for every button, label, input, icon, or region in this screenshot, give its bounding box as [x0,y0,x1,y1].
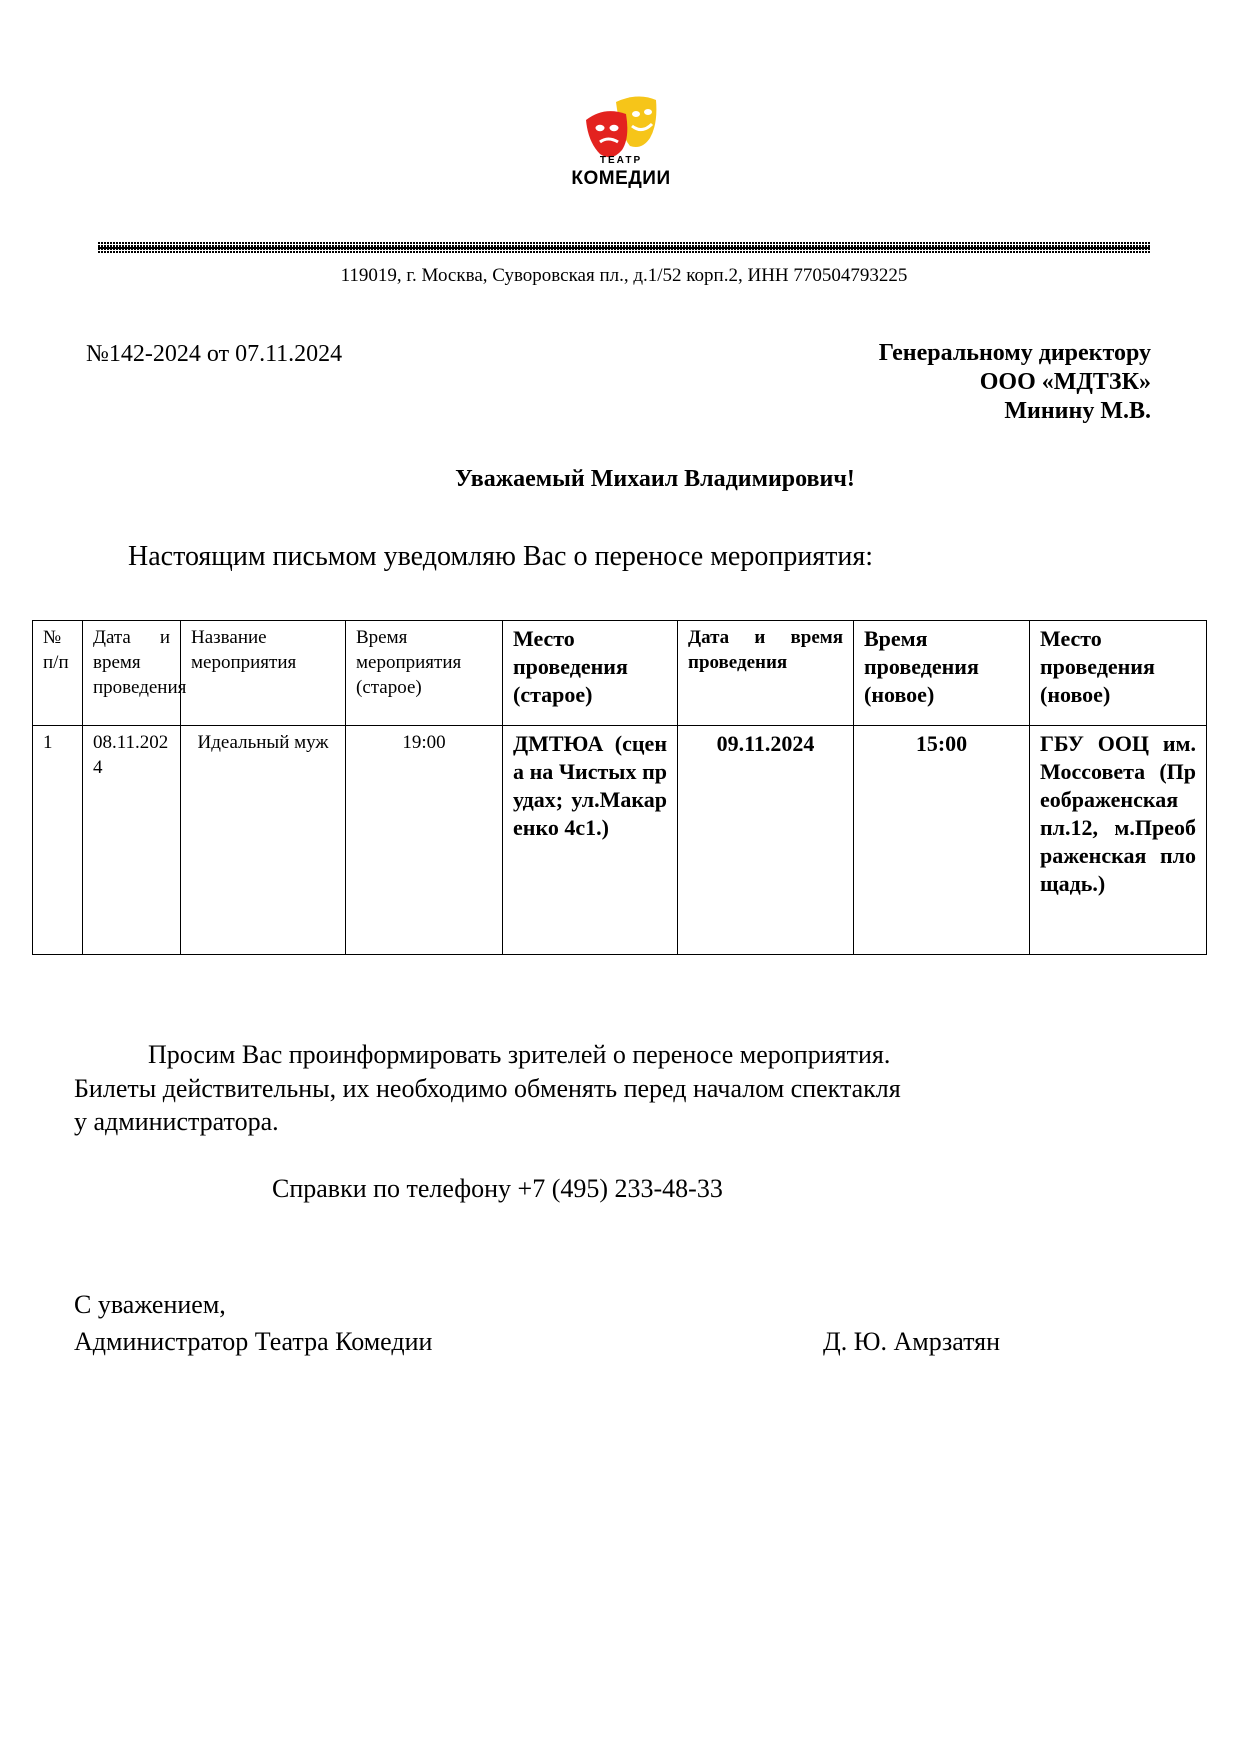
tickets-paragraph-line1: Билеты действительны, их необходимо обменять перед началом спектакля [74,1074,901,1103]
cell-date-new: 09.11.2024 [678,726,854,955]
tickets-paragraph-line2: у администратора. [74,1107,279,1136]
header-place-new: Место проведения (новое) [1030,621,1207,726]
logo-top-text: ТЕАТР [599,155,643,166]
cell-place-new: ГБУ ООЦ им.Моссовета (Преображенская пл.12, м.Преображенская площадь.) [1030,726,1207,955]
cell-num: 1 [33,726,83,955]
header-name: Название мероприятия [181,621,346,726]
header-time-old: Время мероприятия (старое) [346,621,503,726]
signatory-role: Администратор Театра Комедии [74,1327,433,1356]
cell-place-old: ДМТЮА (сцена на Чистых прудах; ул.Макаренко 4с1.) [503,726,678,955]
closing-phrase: С уважением, [74,1290,226,1319]
cell-date: 08.11.2024 [83,726,181,955]
organization-address: 119019, г. Москва, Суворовская пл., д.1/52 корп.2, ИНН 770504793225 [340,265,908,286]
logo-main-text: КОМЕДИИ [571,168,671,189]
header-num: № п/п [33,621,83,726]
header-place-old: Место проведения (старое) [503,621,678,726]
header-time-new: Время проведения (новое) [854,621,1030,726]
header-rule-line [98,247,1150,249]
recipient-company: ООО «МДТЗК» [979,369,1151,395]
phone-info: Справки по телефону +7 (495) 233-48-33 [272,1174,723,1203]
greeting: Уважаемый Михаил Владимирович! [455,466,855,492]
document-number: №142-2024 от 07.11.2024 [86,341,343,367]
cell-time-new: 15:00 [854,726,1030,955]
header-date-new: Дата и время проведения [678,621,854,726]
header-date: Дата и время проведения [83,621,181,726]
request-paragraph: Просим Вас проинформировать зрителей о переносе мероприятия. [148,1040,891,1069]
cell-event-name: Идеальный муж [181,726,346,955]
signatory-name: Д. Ю. Амрзатян [823,1327,1001,1356]
intro-text: Настоящим письмом уведомляю Вас о переносе мероприятия: [128,541,874,572]
cell-time-old: 19:00 [346,726,503,955]
table-row [33,726,1207,955]
red-mask-icon [586,111,627,157]
recipient-block [879,339,1151,426]
table-header-row [33,621,1207,726]
recipient-position: Генеральному директору [878,340,1151,366]
recipient-name: Минину М.В. [1004,398,1151,424]
events-table [32,620,1207,955]
